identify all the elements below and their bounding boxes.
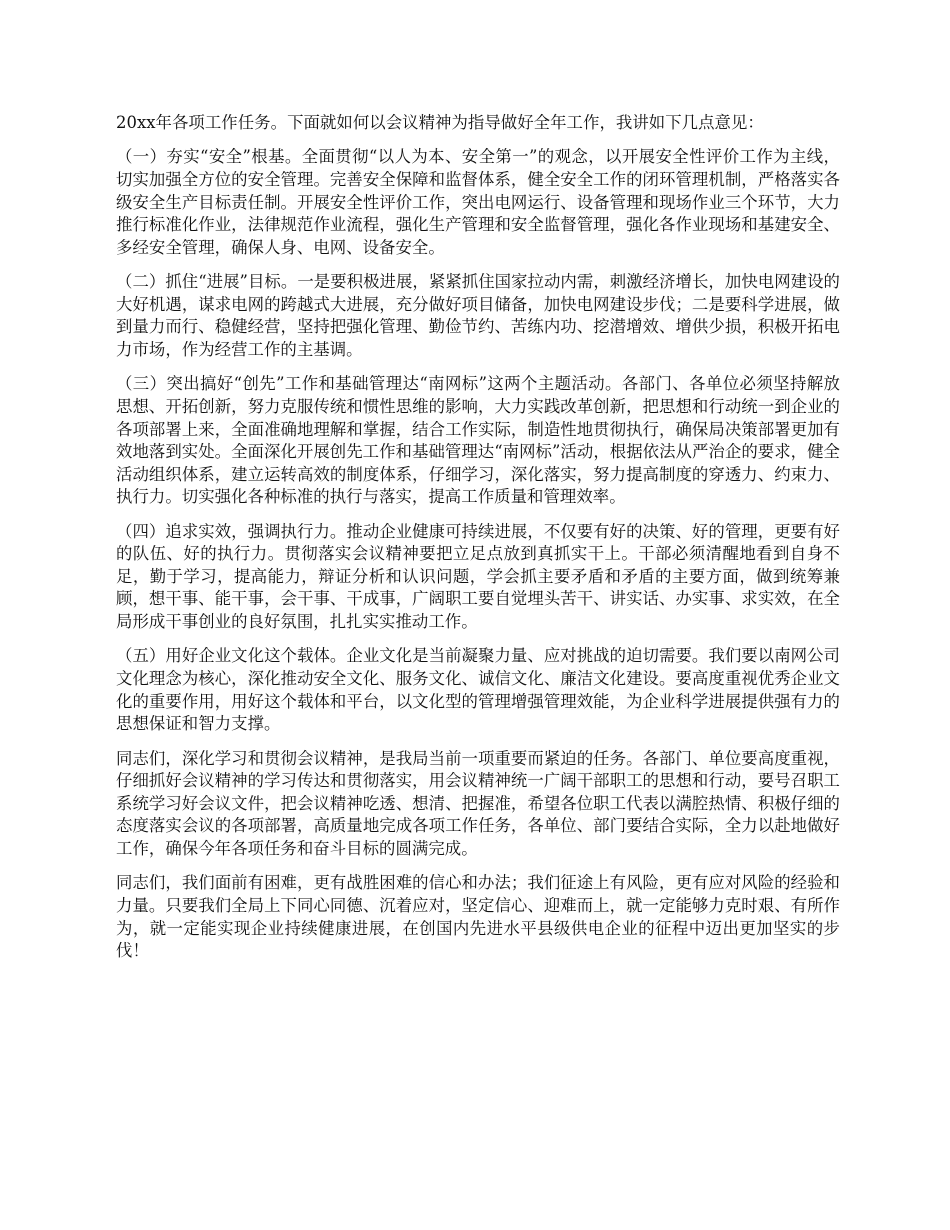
paragraph-execution: （四）追求实效，强调执行力。推动企业健康可持续进展，不仅要有好的决策、好的管理，更要有好的队伍、好的执行力。贯彻落实会议精神要把立足点放到真抓实干上。干部必须清醒地看到自身不足，勤于学习，提高能力，辩证分析和认识问题，学会抓主要矛盾和矛盾的主要方面，做到统筹兼顾，想干事、能干事，会干事、干成事，广阔职工要自觉埋头苦干、讲实话、办实事、求实效，在全局形成干事创业的良好氛围，扎扎实实推动工作。	[116, 521, 840, 632]
paragraph-call-to-study: 同志们，深化学习和贯彻会议精神，是我局当前一项重要而紧迫的任务。各部门、单位要高度重视，仔细抓好会议精神的学习传达和贯彻落实，用会议精神统一广阔干部职工的思想和行动，要号召职工系统学习好会议文件，把会议精神吃透、想清、把握准，希望各位职工代表以满腔热情、积极仔细的态度落实会议的各项部署，高质量地完成各项工作任务，各单位、部门要结合实际，全力以赴地做好工作，确保今年各项任务和奋斗目标的圆满完成。	[116, 748, 840, 858]
paragraph-closing: 同志们，我们面前有困难，更有战胜困难的信心和办法；我们征途上有风险，更有应对风险的经验和力量。只要我们全局上下同心同德、沉着应对，坚定信心、迎难而上，就一定能够力克时艰、有所作为，就一定能实现企业持续健康进展，在创国内先进水平县级供电企业的征程中迈出更加坚实的步伐！	[116, 873, 840, 961]
paragraph-culture: （五）用好企业文化这个载体。企业文化是当前凝聚力量、应对挑战的迫切需要。我们要以南网公司文化理念为核心，深化推动安全文化、服务文化、诚信文化、廉洁文化建设。要高度重视优秀企业文化的重要作用，用好这个载体和平台，以文化型的管理增强管理效能，为企业科学进展提供强有力的思想保证和智力支撑。	[116, 646, 840, 734]
paragraph-development: （二）抓住“进展”目标。一是要积极进展，紧紧抓住国家拉动内需，刺激经济增长，加快电网建设的大好机遇，谋求电网的跨越式大进展，充分做好项目储备，加快电网建设步伐；二是要科学进展，做到量力而行、稳健经营，坚持把强化管理、勤俭节约、苦练内功、挖潜增效、增供少损，积极开拓电力市场，作为经营工作的主基调。	[116, 272, 840, 359]
paragraph-safety: （一）夯实“安全”根基。全面贯彻“以人为本、安全第一”的观念，以开展安全性评价工作为主线，切实加强全方位的安全管理。完善安全保障和监督体系，健全安全工作的闭环管理机制，严格落实各级安全生产目标责任制。开展安全性评价工作，突出电网运行、设备管理和现场作业三个环节，大力推行标准化作业，法律规范作业流程，强化生产管理和安全监督管理，强化各作业现场和基建安全、多经安全管理，确保人身、电网、设备安全。	[116, 147, 840, 257]
paragraph-intro: 20xx年各项工作任务。下面就如何以会议精神为指导做好全年工作，我讲如下几点意见：	[116, 113, 764, 132]
document-body	[116, 112, 840, 975]
paragraph-innovation: （三）突出搞好“创先”工作和基础管理达“南网标”这两个主题活动。各部门、各单位必须坚持解放思想、开拓创新，努力克服传统和惯性思维的影响，大力实践改革创新，把思想和行动统一到企业的各项部署上来，全面准确地理解和掌握，结合工作实际，制造性地贯彻执行，确保局决策部署更加有效地落到实处。全面深化开展创先工作和基础管理达“南网标”活动，根据依法从严治企的要求，健全活动组织体系，建立运转高效的制度体系，仔细学习，深化落实，努力提高制度的穿透力、约束力、执行力。切实强化各种标准的执行与落实，提高工作质量和管理效率。	[116, 374, 840, 507]
